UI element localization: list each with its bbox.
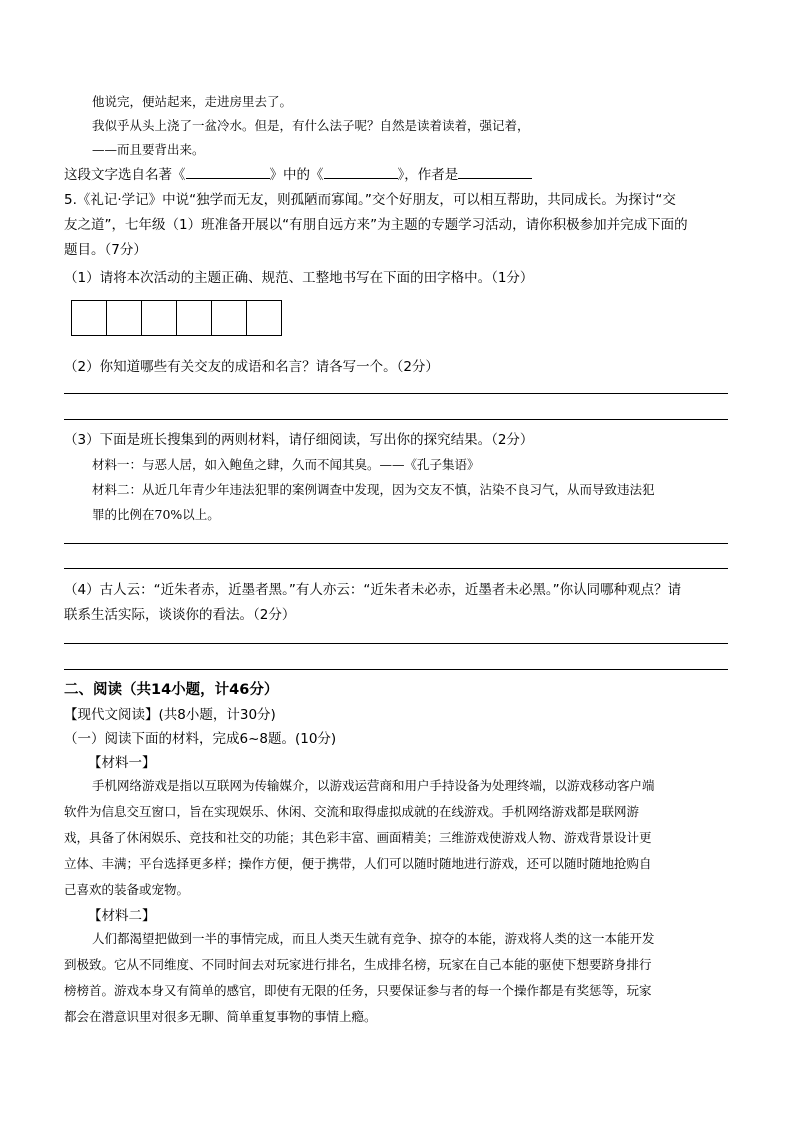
subsection-heading: 【现代文阅读】(共8小题，计30分)	[64, 707, 276, 723]
answer-blank[interactable]	[458, 164, 532, 179]
question-5-sub4: （4）古人云：“近朱者赤，近墨者黑。”有人亦云：“近朱者未必赤，近墨者未必黑。”你认同哪种观点？请	[64, 582, 682, 598]
tianzige-grid[interactable]	[71, 300, 282, 336]
paragraph-line: 都会在潜意识里对很多无聊、简单重复事物的事情上瘾。	[64, 1009, 377, 1024]
excerpt-line: 我似乎从头上浇了一盆冷水。但是，有什么法子呢？自然是读着读着，强记着，	[92, 118, 530, 133]
question-5-sub2: （2）你知道哪些有关交友的成语和名言？请各写一个。（2分）	[64, 359, 439, 375]
answer-blank[interactable]	[186, 164, 270, 179]
question-fill-blank	[64, 163, 532, 183]
answer-line[interactable]	[64, 419, 728, 420]
question-5-sub1: （1）请将本次活动的主题正确、规范、工整地书写在下面的田字格中。（1分）	[64, 270, 534, 286]
question-5-intro: 友之道”，七年级（1）班准备开展以“有朋自远方来”为主题的专题学习活动，请你积极参加并完成下面的	[64, 217, 688, 233]
material-title: 【材料一】	[88, 755, 156, 771]
section-heading: 二、阅读（共14小题，计46分）	[64, 682, 279, 698]
grid-cell[interactable]	[176, 300, 212, 336]
paragraph-line: 软件为信息交互窗口，旨在实现娱乐、休闲、交流和取得虚拟成就的在线游戏。手机网络游戏都是联网游	[64, 804, 640, 819]
answer-line[interactable]	[64, 643, 728, 644]
fill-text: 》中的《	[269, 167, 324, 183]
grid-cell[interactable]	[246, 300, 282, 336]
question-5-intro: 题目。（7分）	[64, 242, 147, 258]
grid-cell[interactable]	[71, 300, 107, 336]
excerpt-line: ——而且要背出来。	[92, 142, 205, 157]
paragraph-line: 立体、丰满；平台选择更多样；操作方便，便于携带，人们可以随时随地进行游戏，还可以随时随地抢购自	[64, 856, 652, 871]
paragraph-line: 己喜欢的装备或宠物。	[64, 882, 190, 897]
question-5-sub3: （3）下面是班长搜集到的两则材料，请仔细阅读，写出你的探究结果。（2分）	[64, 432, 534, 448]
fill-text: 这段文字选自名著《	[64, 167, 186, 183]
paragraph-line: 榜榜首。游戏本身又有简单的感官，即使有无限的任务，只要保证参与者的每一个操作都是有奖惩等，玩家	[64, 983, 652, 998]
paragraph-line: 戏，具备了休闲娱乐、竞技和社交的功能；其色彩丰富、画面精美；三维游戏使游戏人物、游戏背景设计更	[64, 830, 652, 845]
part-heading: （一）阅读下面的材料，完成6~8题。(10分)	[64, 731, 337, 747]
fill-text: 》，作者是	[397, 167, 459, 183]
material-title: 【材料二】	[88, 908, 156, 924]
grid-cell[interactable]	[211, 300, 247, 336]
answer-line[interactable]	[64, 669, 728, 670]
paragraph-line: 手机网络游戏是指以互联网为传输媒介，以游戏运营商和用户手持设备为处理终端，以游戏移动客户端	[92, 778, 655, 793]
answer-line[interactable]	[64, 568, 728, 569]
answer-line[interactable]	[64, 393, 728, 394]
paragraph-line: 到极致。它从不同维度、不同时间去对玩家进行排名，生成排名榜，玩家在自己本能的驱使下想要跻身排行	[64, 957, 652, 972]
answer-line[interactable]	[64, 543, 728, 544]
excerpt-line: 他说完，便站起来，走进房里去了。	[92, 94, 293, 109]
answer-blank[interactable]	[324, 164, 398, 179]
material-text: 材料一：与恶人居，如入鲍鱼之肆，久而不闻其臭。——《孔子集语》	[92, 457, 480, 472]
grid-cell[interactable]	[106, 300, 142, 336]
question-5-sub4: 联系生活实际，谈谈你的看法。（2分）	[64, 607, 296, 623]
question-5-intro: 5.《礼记·学记》中说“独学而无友，则孤陋而寡闻。”交个好朋友，可以相互帮助，共同成长。为探讨“交	[64, 192, 676, 208]
material-text: 材料二：从近几年青少年违法犯罪的案例调查中发现，因为交友不慎，沾染不良习气，从而导致违法犯	[92, 482, 655, 497]
grid-cell[interactable]	[141, 300, 177, 336]
paragraph-line: 人们都渴望把做到一半的事情完成，而且人类天生就有竞争、掠夺的本能，游戏将人类的这一本能开发	[92, 931, 655, 946]
material-text: 罪的比例在70%以上。	[92, 507, 220, 522]
